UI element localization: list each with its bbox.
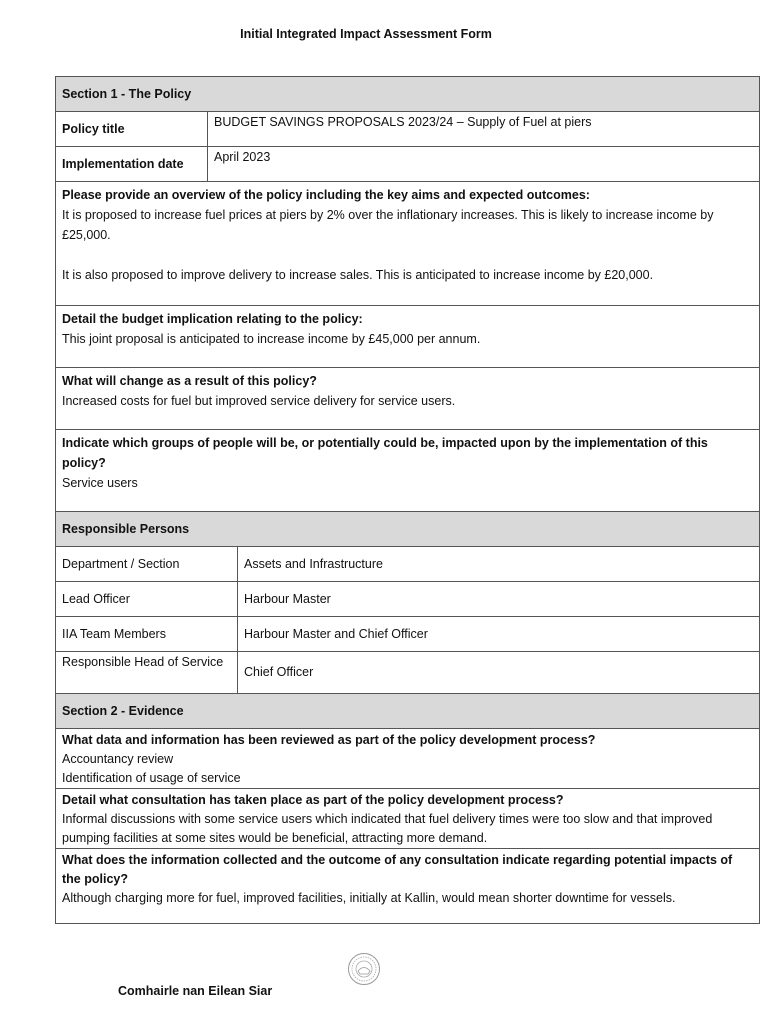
responsible-label: Responsible Head of Service: [56, 652, 238, 693]
responsible-value: Assets and Infrastructure: [244, 557, 383, 571]
policy-title-value: BUDGET SAVINGS PROPOSALS 2023/24 – Supply of Fuel at piers: [214, 115, 592, 129]
data-reviewed: [55, 729, 760, 789]
council-seal-icon: [347, 952, 381, 986]
budget-implication-question: Detail the budget implication relating to the policy:: [62, 312, 363, 326]
policy-change: [55, 368, 760, 430]
impacted-groups-question: Indicate which groups of people will be, or potentially could be, impacted upon by the implementation of this policy?: [62, 436, 708, 470]
data-reviewed-answer-1: Accountancy review: [62, 752, 174, 766]
responsible-row: [55, 547, 760, 582]
consultation-outcome: [55, 849, 760, 924]
implementation-date-value: April 2023: [214, 150, 271, 164]
policy-title-row: [55, 112, 760, 147]
data-reviewed-answer-2: Identification of usage of service: [62, 771, 241, 785]
assessment-form: [55, 76, 760, 924]
responsible-row: [55, 617, 760, 652]
consultation-outcome-question: What does the information collected and the outcome of any consultation indicate regarding potential impacts of the policy?: [62, 853, 733, 886]
impacted-groups-answer: Service users: [62, 476, 138, 490]
responsible-persons-heading-text: Responsible Persons: [62, 522, 190, 536]
responsible-label: IIA Team Members: [56, 617, 238, 651]
budget-implication-answer: This joint proposal is anticipated to increase income by £45,000 per annum.: [62, 332, 481, 346]
responsible-row: [55, 582, 760, 617]
policy-change-question: What will change as a result of this policy?: [62, 374, 317, 388]
section-1-heading-text: Section 1 - The Policy: [62, 87, 192, 101]
consultation: [55, 789, 760, 849]
responsible-label: Lead Officer: [56, 582, 238, 616]
policy-title-label: Policy title: [56, 112, 208, 146]
budget-implication: [55, 306, 760, 368]
implementation-date-label: Implementation date: [56, 147, 208, 181]
policy-change-answer: Increased costs for fuel but improved service delivery for service users.: [62, 394, 456, 408]
data-reviewed-question: What data and information has been reviewed as part of the policy development process?: [62, 733, 596, 747]
policy-overview-answer-2: It is also proposed to improve delivery to increase sales. This is anticipated to increase income by £20,000.: [62, 268, 654, 282]
responsible-value: Harbour Master and Chief Officer: [244, 627, 428, 641]
policy-overview: [55, 182, 760, 306]
consultation-answer: Informal discussions with some service users which indicated that fuel delivery times were too slow and that improved pumping facilities at some sites would be beneficial, attracting more demand.: [62, 812, 713, 845]
consultation-question: Detail what consultation has taken place as part of the policy development process?: [62, 793, 564, 807]
document-title: Initial Integrated Impact Assessment Form: [240, 27, 492, 41]
responsible-persons-heading: [55, 512, 760, 547]
impacted-groups: [55, 430, 760, 512]
responsible-value: Harbour Master: [244, 592, 331, 606]
council-name: Comhairle nan Eilean Siar: [118, 984, 273, 998]
responsible-row: [55, 652, 760, 694]
policy-overview-question: Please provide an overview of the policy including the key aims and expected outcomes:: [62, 188, 590, 202]
section-2-heading: [55, 694, 760, 729]
consultation-outcome-answer: Although charging more for fuel, improved facilities, initially at Kallin, would mean shorter downtime for vessels.: [62, 891, 676, 905]
policy-overview-answer-1: It is proposed to increase fuel prices at piers by 2% over the inflationary increases. This is likely to increase income by £25,000.: [62, 208, 714, 242]
implementation-date-row: [55, 147, 760, 182]
responsible-value: Chief Officer: [244, 665, 314, 679]
section-1-heading: [55, 77, 760, 112]
responsible-label: Department / Section: [56, 547, 238, 581]
section-2-heading-text: Section 2 - Evidence: [62, 704, 184, 718]
